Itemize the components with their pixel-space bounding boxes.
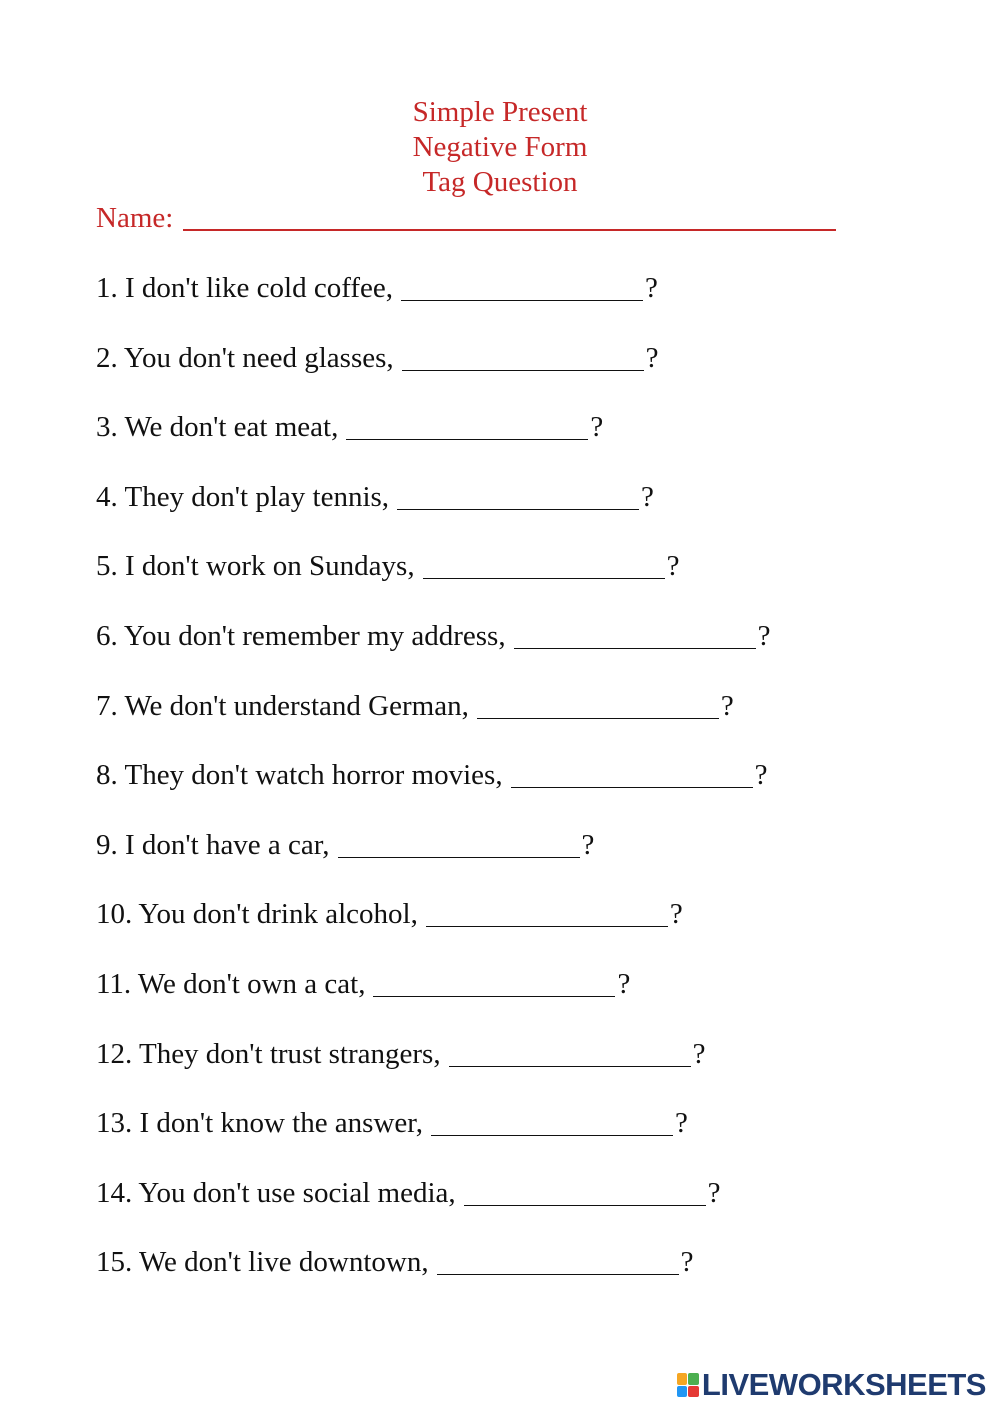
question-text: 15. We don't live downtown, [96,1246,429,1279]
answer-blank[interactable] [514,620,756,649]
question-text: 6. You don't remember my address, [96,619,506,652]
subtitle-line: Tag Question [422,166,578,198]
question-text: 9. I don't have a car, [96,828,330,861]
question-item [96,1034,956,1104]
question-text: 7. We don't understand German, [96,689,469,722]
liveworksheets-logo-icon [677,1373,699,1397]
logo-square [688,1373,699,1385]
question-text: 8. They don't watch horror movies, [96,759,503,792]
question-mark: ? [666,550,680,583]
answer-blank[interactable] [431,1107,673,1136]
question-text: 12. They don't trust strangers, [96,1037,441,1070]
question-mark: ? [581,828,595,861]
question-text: 4. They don't play tennis, [96,480,390,513]
question-mark: ? [692,1037,706,1070]
answer-blank[interactable] [464,1177,706,1206]
question-item [96,616,956,686]
answer-blank[interactable] [426,898,668,927]
question-item [96,686,956,756]
logo-text: LIVEWORKSHEETS [701,1367,986,1402]
question-item [96,407,956,477]
logo-square [688,1386,699,1398]
question-text: 3. We don't eat meat, [96,411,339,444]
question-mark: ? [669,898,683,931]
answer-blank[interactable] [397,481,639,510]
question-mark: ? [617,967,631,1000]
answer-blank[interactable] [346,411,588,440]
question-item [96,477,956,547]
question-mark: ? [707,1176,721,1209]
question-item [96,964,956,1034]
answer-blank[interactable] [511,759,753,788]
question-item [96,894,956,964]
logo-square [677,1386,688,1398]
question-text: 13. I don't know the answer, [96,1107,424,1140]
question-text: 2. You don't need glasses, [96,341,394,374]
answer-blank[interactable] [477,690,719,719]
question-item [96,338,956,408]
question-item [96,755,956,825]
answer-blank[interactable] [338,829,580,858]
answer-blank[interactable] [373,968,615,997]
question-item [96,1173,956,1243]
answer-blank[interactable] [402,342,644,371]
question-mark: ? [757,619,771,652]
liveworksheets-logo [677,1368,986,1402]
question-mark: ? [675,1107,688,1140]
question-text: 1. I don't like cold coffee, [96,272,394,304]
title-line: Simple Present [412,96,588,128]
question-mark: ? [641,480,654,513]
question-mark: ? [754,759,768,792]
question-item [96,1242,956,1312]
question-text: 14. You don't use social media, [96,1176,456,1209]
answer-blank[interactable] [401,272,643,301]
question-text: 5. I don't work on Sundays, [96,550,415,583]
question-list [96,268,956,1312]
name-label: Name: [96,202,174,234]
question-mark: ? [590,411,604,444]
logo-square [677,1373,688,1385]
question-text: 11. We don't own a cat, [96,967,366,1000]
question-item [96,546,956,616]
worksheet-title [0,95,1000,200]
question-mark: ? [680,1246,694,1279]
name-row [96,197,836,238]
question-item [96,825,956,895]
question-text: 10. You don't drink alcohol, [96,898,418,931]
question-item [96,1103,956,1173]
subtitle-line: Negative Form [412,131,588,163]
name-input-line[interactable] [183,201,836,231]
question-item [96,268,956,338]
question-mark: ? [720,689,734,722]
answer-blank[interactable] [449,1038,691,1067]
question-mark: ? [645,341,659,374]
answer-blank[interactable] [437,1246,679,1275]
question-mark: ? [645,272,658,304]
answer-blank[interactable] [423,550,665,579]
